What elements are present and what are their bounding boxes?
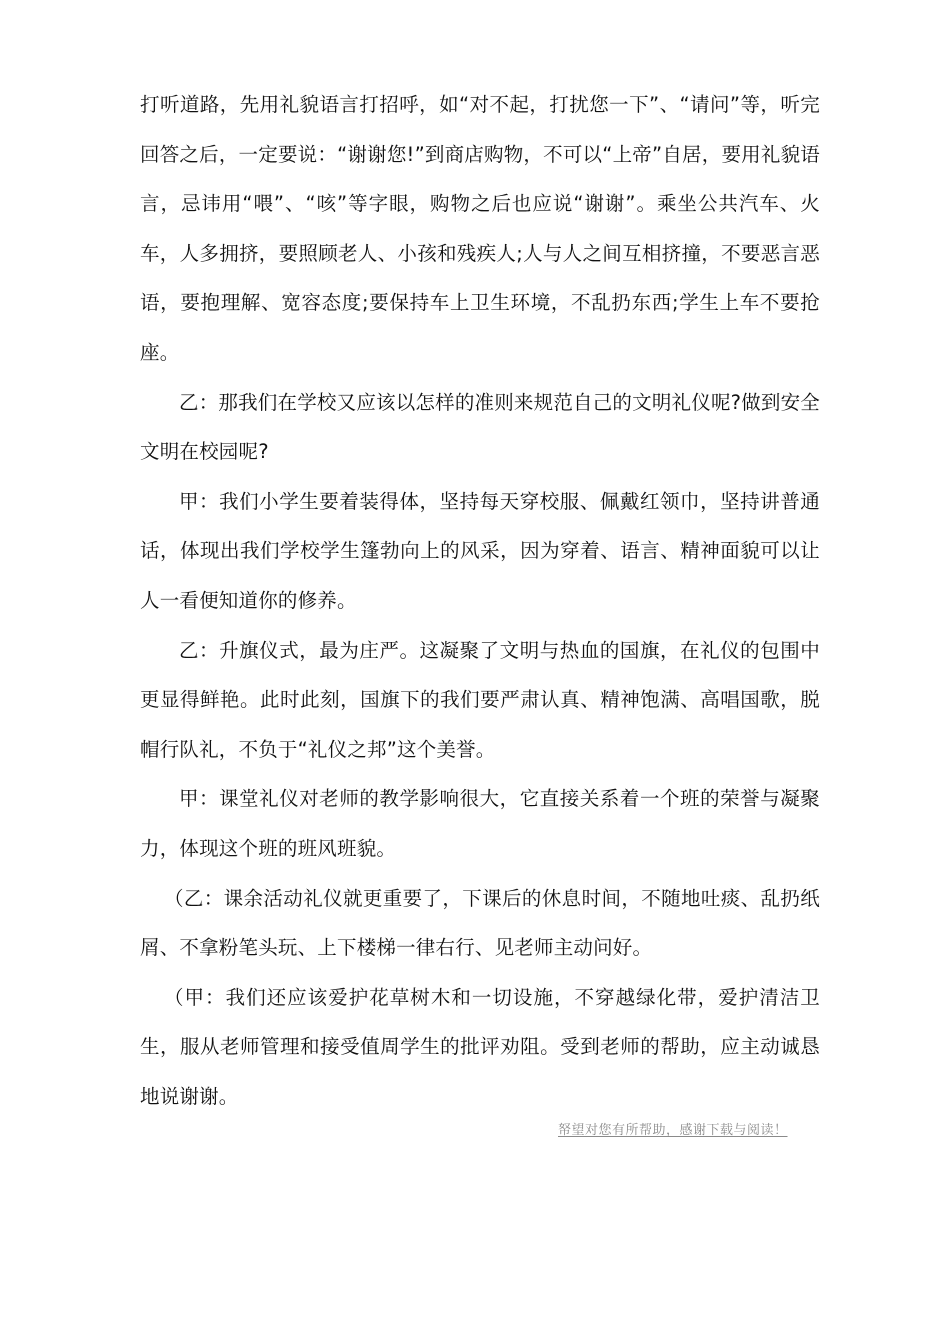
paragraph-travel-etiquette: 打听道路，先用礼貌语言打招呼，如“对不起，打扰您一下”、“请问”等，听完回答之后，一定要说：“谢谢您!”到商店购物，不可以“上帝”自居，要用礼貌语言，忌讳用“喂”、“咳”等字眼，购物之后也应说“谢谢”。乘坐公共汽车、火车，人多拥挤，要照顾老人、小孩和残疾人;人与人之间互相挤撞，不要恶言恶语，要抱理解、宽容态度;要保持车上卫生环境，不乱扔东西;学生上车不要抢座。 [140, 93, 820, 364]
paragraph-jia-classroom-etiquette: 甲：课堂礼仪对老师的教学影响很大，它直接关系着一个班的荣誉与凝聚力，体现这个班的班风班貌。 [140, 787, 820, 860]
footer-note: 帑望对您有所帮助，感谢下载与阅读！ [558, 1123, 788, 1138]
paragraph-jia-campus-care: （甲：我们还应该爱护花草树木和一切设施，不穿越绿化带，爱护清洁卫生，服从老师管理和接受值周学生的批评劝阻。受到老师的帮助，应主动诚恳地说谢谢。 [140, 985, 820, 1108]
paragraph-yi-recess-etiquette: （乙：课余活动礼仪就更重要了，下课后的休息时间，不随地吐痰、乱扔纸屑、不拿粉笔头玩、上下楼梯一律右行、见老师主动问好。 [140, 886, 820, 960]
document-body [140, 80, 820, 1121]
paragraph-jia-dress-code: 甲：我们小学生要着装得体，坚持每天穿校服、佩戴红领巾，坚持讲普通话，体现出我们学校学生篷勃向上的风采，因为穿着、语言、精神面貌可以让人一看便知道你的修养。 [140, 489, 820, 612]
paragraph-yi-flag-ceremony: 乙：升旗仪式，最为庄严。这凝聚了文明与热血的国旗，在礼仪的包围中更显得鲜艳。此时此刻，国旗下的我们要严肃认真、精神饱满、高唱国歌，脱帽行队礼，不负于“礼仪之邦”这个美誉。 [140, 638, 820, 761]
paragraph-yi-school-question: 乙：那我们在学校又应该以怎样的准则来规范自己的文明礼仪呢?做到安全文明在校园呢? [140, 390, 820, 464]
